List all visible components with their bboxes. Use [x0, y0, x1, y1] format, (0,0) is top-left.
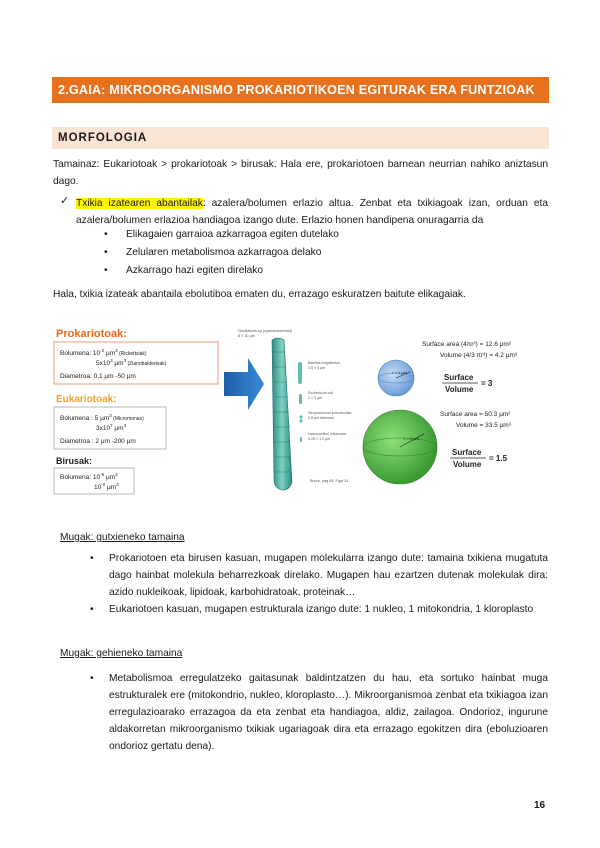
bacteria-label: Streptococcus pneumoniae [308, 411, 352, 415]
streptococcus-shape [299, 419, 302, 422]
sphere1-volume: Volume (4/3 πr³) = 4.2 μm³ [440, 352, 518, 359]
min-size-heading: Mugak: gutxieneko tamaina [60, 532, 185, 543]
sphere2-ratio-top: Surface [452, 448, 482, 457]
bacteria-label: Bacillus megaterium [308, 361, 341, 365]
list-item: Metabolismoa erregulatzeko gaitasunak baldintzatzen du hau, eta sortuko hainbat muga estrukturalek ere (mitokondrio, nukleo, kloroplasto…). Mikroorganismoa zenbat eta txikiagoa izan erregulazioarako errazagoa da eta zenbat eta handiagoa, aldiz, zailagoa. Ondorioz, ingurune aldakorretan mikroorganismo txikiak ugariagoak dira eta errazago egokitzen dira (eboluzioaren ondorioz gertatu dena). [109, 673, 548, 752]
sphere2-volume: Volume = 33.5 μm³ [456, 422, 511, 429]
bullet-icon: • [104, 247, 108, 258]
prok-volume-1: Bolumena: $10^{-2}$ $\mu m^3$ $_{(Rickettsiak)}$ [60, 348, 147, 357]
virus-volume-1: Bolumena: $10^{-6}$ $\mu m^3$ [60, 472, 118, 481]
max-size-heading: Mugak: gehieneko tamaina [60, 648, 183, 659]
prok-diameter: Diametroa: 0,1 μm -50 μm [60, 373, 136, 380]
advantage-text: : azalera/bolumen erlazio altua. Zenbat eta txikiagoak izan, orduan eta azalera/bolumen erlazioa handiagoa izango dute. Erlazio honen handipena onuragarria da [76, 198, 548, 226]
advantage-paragraph [76, 195, 548, 229]
list-item: Elikagaien garraioa azkarragoa egiten dutelako [126, 229, 339, 240]
list-item: Zelularen metabolismoa azkarragoa delako [126, 247, 322, 258]
bacteria-size: 0.8 μm diameter [308, 416, 335, 420]
chapter-title: 2.GAIA: MIKROORGANISMO PROKARIOTIKOEN EGITURAK ERA FUNTZIOAK [52, 77, 549, 103]
prok-volume-2: $5x10^3$ $\mu m^3$ $_{(Zianobakterioak)}$ [96, 358, 167, 367]
bacteria-size: 0.25 × 1.2 μm [308, 437, 331, 441]
sphere1-area: Surface area (4πr²) = 12.6 μm² [422, 341, 511, 348]
highlighted-term: Txikia izatearen abantailak [76, 198, 203, 209]
page-number: 16 [534, 800, 546, 811]
ecoli-shape [299, 394, 302, 404]
sphere1-radius: r = 1 μm [392, 370, 407, 375]
sphere2-radius: r = 2 μm [404, 436, 419, 441]
bullet-icon: • [104, 265, 108, 276]
list-item: Azkarrago hazi egiten direlako [126, 265, 264, 276]
bacteria-size: 1.5 × 4 μm [308, 366, 326, 370]
sphere1-ratio-value: = 3 [481, 379, 493, 388]
arrow-icon [224, 358, 264, 410]
intro-paragraph: Tamainaz: Eukariotoak > prokariotoak > birusak. Hala ere, prokariotoen barnean neurrian nahiko aniztasun dago. [53, 159, 548, 187]
conclusion-paragraph: Hala, txikia izateak abantaila ebolutiboa ematen du, errazago eskuratzen baitute elikagaiak. [53, 289, 466, 300]
euk-volume-2: $3x10^7$ $\mu m^3$ [96, 423, 127, 432]
list-item: Prokariotoen eta birusen kasuan, mugapen molekularra izango dute: tamaina txikiena mugatuta dago hainbat molekula beharrezkoak direlako. Mugapen hau ezartzen dutenak molekulak dira: azido nukleikoak, lipidoak, karbohidratoak, proteinak… [109, 553, 548, 598]
haemophilus-shape [300, 437, 302, 442]
streptococcus-shape [299, 415, 302, 418]
sphere2-ratio-bottom: Volume [453, 460, 482, 469]
euk-volume-1: Bolumena : 5 $\mu m^3$ $_{(Micromonas)}$ [60, 413, 144, 422]
bullet-icon: • [90, 553, 94, 564]
sphere2-area: Surface area = 50.3 μm² [440, 411, 511, 418]
sphere1-ratio-bottom: Volume [445, 385, 474, 394]
sphere1-ratio-top: Surface [444, 373, 474, 382]
euk-title: Eukariotoak: [56, 394, 117, 405]
bullet-icon: • [104, 229, 108, 240]
cell-size: 8 × 30 μm [238, 334, 256, 338]
sphere2-ratio-value: = 1.5 [489, 454, 508, 463]
virus-volume-2: $10^{-2}$ $\mu m^3$ [94, 482, 119, 491]
check-icon: ✓ [60, 195, 70, 207]
oscillatoria-cell [272, 338, 292, 490]
bullet-icon: • [90, 673, 94, 684]
cell-label: Oscillatoria sp (cyanobacterium) [238, 329, 293, 333]
bacteria-size: 1 × 3 μm [308, 396, 323, 400]
prok-title: Prokariotoak: [56, 328, 127, 340]
figure-source: Brock, pag 65, Figd 13 [310, 479, 349, 483]
bacillus-shape [298, 362, 302, 384]
size-comparison-figure [52, 322, 552, 497]
list-item: Eukariotoen kasuan, mugapen estrukturala izango dute: 1 nukleo, 1 mitokondria, 1 kloroplasto [109, 604, 534, 615]
bacteria-label: Escherichia coli [308, 391, 333, 395]
bullet-icon: • [90, 604, 94, 615]
virus-title: Birusak: [56, 456, 93, 466]
section-title: MORFOLOGIA [52, 127, 549, 149]
euk-diameter: Diametroa : 2 μm -200 μm [60, 438, 136, 445]
bacteria-label: Haemophilus influenzae [308, 432, 347, 436]
